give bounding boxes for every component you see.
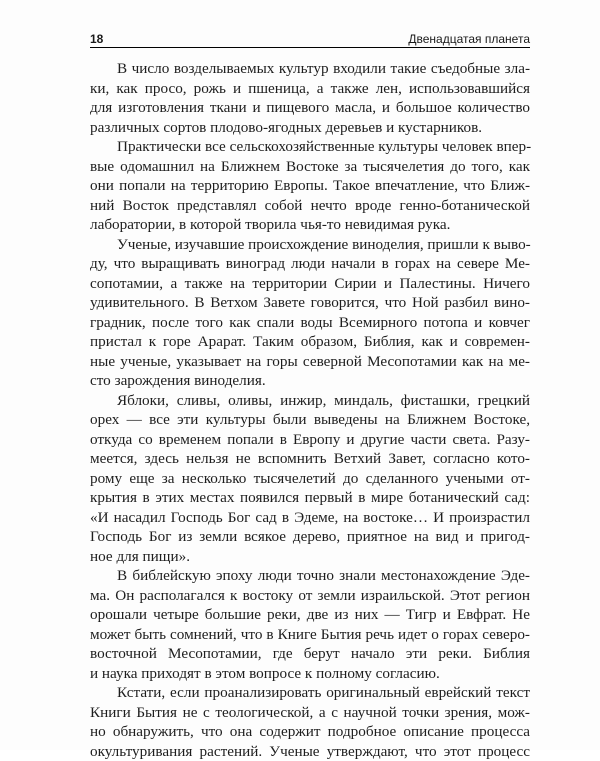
text-line: и наука приходят в этом вопросе к полному согласию. [90, 664, 530, 684]
text-line: ма. Он располагался к востоку от земли израильской. Этот регион [90, 586, 530, 606]
page-number: 18 [90, 32, 103, 46]
header-rule [90, 47, 530, 48]
text-line: Ученые, изучавшие происхождение виноделия, пришли к выво- [90, 235, 530, 255]
text-line: ду, что выращивать виноград люди начали в горах на севере Ме- [90, 254, 530, 274]
text-line: пристал к горе Арарат. Таким образом, Библия, как и современ- [90, 332, 530, 352]
text-line: восточной Месопотамии, где берут начало эти реки. Библия [90, 644, 530, 664]
text-line: ки, как просо, рожь и пшеница, а также лен, использовавшийся [90, 79, 530, 99]
text-line: Господь Бог из земли всякое дерево, приятное на вид и пригод- [90, 527, 530, 547]
text-line: орошали четыре большие реки, две из них — Тигр и Евфрат. Не [90, 605, 530, 625]
text-line: меется, здесь нельзя не вспомнить Ветхий Завет, согласно кото- [90, 449, 530, 469]
text-line: может быть сомнений, что в Книге Бытия речь идет о горах северо- [90, 625, 530, 645]
text-line: для изготовления ткани и пищевого масла, и большое количество [90, 98, 530, 118]
text-line: градник, после того как спали воды Всемирного потопа и ковчег [90, 313, 530, 333]
text-line: рому еще за несколько тысячелетий до сделанного учеными от- [90, 469, 530, 489]
text-line: «И насадил Господь Бог сад в Эдеме, на востоке… И произрастил [90, 508, 530, 528]
text-line: Практически все сельскохозяйственные культуры человек впер- [90, 137, 530, 157]
running-title: Двенадцатая планета [408, 32, 530, 46]
text-line: Яблоки, сливы, оливы, инжир, миндаль, фисташки, грецкий [90, 391, 530, 411]
text-line: ные ученые, указывает на горы северной Месопотамии как на ме- [90, 352, 530, 372]
text-line: орех — все эти культуры были выведены на Ближнем Востоке, [90, 410, 530, 430]
text-line: сопотамии, а также на территории Сирии и Палестины. Ничего [90, 274, 530, 294]
text-line: Кстати, если проанализировать оригинальный еврейский текст [90, 683, 530, 703]
text-line: но обнаружить, что она содержит подробное описание процесса [90, 722, 530, 742]
text-line: сто зарождения виноделия. [90, 371, 530, 391]
text-line: откуда со временем попали в Европу и другие части света. Разу- [90, 430, 530, 450]
text-line: различных сортов плодово-ягодных деревьев и кустарников. [90, 118, 530, 138]
text-line: удивительного. В Ветхом Завете говорится, что Ной разбил вино- [90, 293, 530, 313]
text-line: В библейскую эпоху люди точно знали местонахождение Эде- [90, 566, 530, 586]
text-line: они попали на территорию Европы. Такое впечатление, что Ближ- [90, 176, 530, 196]
text-line: окультуривания растений. Ученые утверждают, что этот процесс [90, 742, 530, 761]
text-line: крытия в этих местах появился первый в мире ботанический сад: [90, 488, 530, 508]
text-line: вые одомашнил на Ближнем Востоке за тысячелетия до того, как [90, 157, 530, 177]
text-line: В число возделываемых культур входили такие съедобные зла- [90, 59, 530, 79]
text-line: лаборатории, в которой творила чья-то невидимая рука. [90, 215, 530, 235]
body-text [90, 59, 530, 761]
text-line: Книги Бытия не с теологической, а с научной точки зрения, мож- [90, 703, 530, 723]
text-line: ний Восток представлял собой нечто вроде генно-ботанической [90, 196, 530, 216]
text-line: ное для пищи». [90, 547, 530, 567]
